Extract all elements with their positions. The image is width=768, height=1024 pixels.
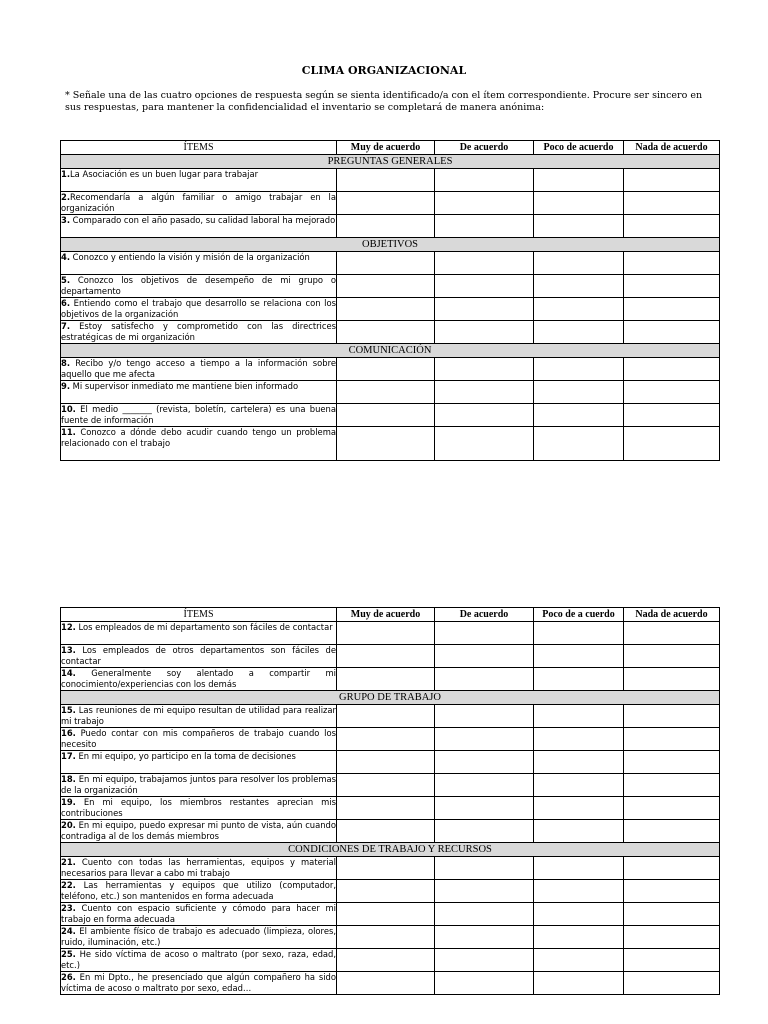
table-row: [61, 169, 720, 192]
answer-cell-nada-de-acuerdo[interactable]: [624, 820, 720, 843]
item-text: Conozco los objetivos de desempeño de mi grupo o departamento: [61, 275, 336, 296]
section-row: [61, 691, 720, 705]
answer-cell-nada-de-acuerdo[interactable]: [624, 622, 720, 645]
table-row: [61, 275, 720, 298]
table-row: [61, 622, 720, 645]
item-text: En mi equipo, yo participo en la toma de decisiones: [75, 751, 296, 761]
item-number: 13.: [61, 645, 76, 655]
answer-cell-muy-de-acuerdo[interactable]: [337, 820, 435, 843]
answer-cell-nada-de-acuerdo[interactable]: [624, 668, 720, 691]
item-text: Conozco y entiendo la visión y misión de la organización: [70, 252, 310, 262]
table-row: [61, 252, 720, 275]
table-row: [61, 381, 720, 404]
answer-cell-de-acuerdo[interactable]: [435, 427, 534, 461]
table-row: [61, 949, 720, 972]
table-row: [61, 668, 720, 691]
item-text: En mi equipo, trabajamos juntos para resolver los problemas de la organización: [61, 774, 336, 795]
answer-cell-poco-de-acuerdo[interactable]: [534, 820, 624, 843]
answer-cell-muy-de-acuerdo[interactable]: [337, 668, 435, 691]
item-number: 3.: [61, 215, 71, 225]
item-question: [61, 797, 337, 820]
answer-cell-poco-de-acuerdo[interactable]: [534, 169, 624, 192]
answer-cell-de-acuerdo[interactable]: [435, 381, 534, 404]
table-row: [61, 774, 720, 797]
item-number: 16.: [61, 728, 76, 738]
item-question: [61, 192, 337, 215]
header-poco-de-acuerdo: Poco de a cuerdo: [534, 608, 624, 622]
header-muy-de-acuerdo: Muy de acuerdo: [337, 608, 435, 622]
item-question: [61, 949, 337, 972]
answer-cell-de-acuerdo[interactable]: [435, 774, 534, 797]
instructions-text: * Señale una de las cuatro opciones de respuesta según se sienta identificado/a con el ítem correspondiente. Procure ser sincero en sus respuestas, para mantener la confidencialidad el inventario se completará de manera anónima:: [65, 90, 703, 113]
item-text: Las herramientas y equipos que utilizo (computador, teléfono, etc.) son mantenidos en forma adecuada: [61, 880, 336, 901]
answer-cell-poco-de-acuerdo[interactable]: [534, 381, 624, 404]
item-question: [61, 668, 337, 691]
section-row: [61, 155, 720, 169]
section-title: OBJETIVOS: [61, 238, 720, 252]
answer-cell-muy-de-acuerdo[interactable]: [337, 857, 435, 880]
answer-cell-de-acuerdo[interactable]: [435, 358, 534, 381]
item-question: [61, 215, 337, 238]
answer-cell-de-acuerdo[interactable]: [435, 321, 534, 344]
answer-cell-poco-de-acuerdo[interactable]: [534, 427, 624, 461]
table-row: [61, 215, 720, 238]
item-question: [61, 298, 337, 321]
answer-cell-nada-de-acuerdo[interactable]: [624, 645, 720, 668]
answer-cell-de-acuerdo[interactable]: [435, 926, 534, 949]
answer-cell-poco-de-acuerdo[interactable]: [534, 192, 624, 215]
answer-cell-nada-de-acuerdo[interactable]: [624, 705, 720, 728]
item-text: Cuento con espacio suficiente y cómodo para hacer mi trabajo en forma adecuada: [61, 903, 336, 924]
answer-cell-de-acuerdo[interactable]: [435, 857, 534, 880]
answer-cell-muy-de-acuerdo[interactable]: [337, 252, 435, 275]
item-number: 8.: [61, 358, 71, 368]
item-question: [61, 275, 337, 298]
item-question: [61, 645, 337, 668]
answer-cell-poco-de-acuerdo[interactable]: [534, 358, 624, 381]
answer-cell-nada-de-acuerdo[interactable]: [624, 215, 720, 238]
answer-cell-nada-de-acuerdo[interactable]: [624, 972, 720, 995]
item-text: Los empleados de mi departamento son fáciles de contactar: [75, 622, 333, 632]
table-row: [61, 751, 720, 774]
answer-cell-muy-de-acuerdo[interactable]: [337, 903, 435, 926]
item-question: [61, 381, 337, 404]
answer-cell-nada-de-acuerdo[interactable]: [624, 751, 720, 774]
header-de-acuerdo: De acuerdo: [435, 141, 534, 155]
answer-cell-poco-de-acuerdo[interactable]: [534, 321, 624, 344]
header-poco-de-acuerdo: Poco de acuerdo: [534, 141, 624, 155]
answer-cell-nada-de-acuerdo[interactable]: [624, 880, 720, 903]
answer-cell-poco-de-acuerdo[interactable]: [534, 215, 624, 238]
answer-cell-nada-de-acuerdo[interactable]: [624, 275, 720, 298]
answer-cell-poco-de-acuerdo[interactable]: [534, 275, 624, 298]
answer-cell-muy-de-acuerdo[interactable]: [337, 321, 435, 344]
item-number: 4.: [61, 252, 71, 262]
header-nada-de-acuerdo: Nada de acuerdo: [624, 141, 720, 155]
item-question: [61, 820, 337, 843]
item-question: [61, 622, 337, 645]
answer-cell-nada-de-acuerdo[interactable]: [624, 358, 720, 381]
answer-cell-poco-de-acuerdo[interactable]: [534, 298, 624, 321]
item-number: 14.: [61, 668, 76, 678]
answer-cell-muy-de-acuerdo[interactable]: [337, 275, 435, 298]
section-title: PREGUNTAS GENERALES: [61, 155, 720, 169]
answer-cell-nada-de-acuerdo[interactable]: [624, 797, 720, 820]
answer-cell-de-acuerdo[interactable]: [435, 903, 534, 926]
table-row: [61, 321, 720, 344]
section-title: COMUNICACIÓN: [61, 344, 720, 358]
answer-cell-poco-de-acuerdo[interactable]: [534, 252, 624, 275]
item-text: Recibo y/o tengo acceso a tiempo a la información sobre aquello que me afecta: [61, 358, 336, 379]
answer-cell-de-acuerdo[interactable]: [435, 797, 534, 820]
answer-cell-de-acuerdo[interactable]: [435, 668, 534, 691]
answer-cell-poco-de-acuerdo[interactable]: [534, 728, 624, 751]
answer-cell-muy-de-acuerdo[interactable]: [337, 797, 435, 820]
answer-cell-poco-de-acuerdo[interactable]: [534, 926, 624, 949]
answer-cell-poco-de-acuerdo[interactable]: [534, 797, 624, 820]
answer-cell-nada-de-acuerdo[interactable]: [624, 404, 720, 427]
item-text: En mi equipo, los miembros restantes aprecian mis contribuciones: [61, 797, 336, 818]
answer-cell-poco-de-acuerdo[interactable]: [534, 404, 624, 427]
item-text: El medio _______ (revista, boletín, cartelera) es una buena fuente de información: [61, 404, 336, 425]
header-muy-de-acuerdo: Muy de acuerdo: [337, 141, 435, 155]
item-question: [61, 169, 337, 192]
item-question: [61, 705, 337, 728]
table-row: [61, 298, 720, 321]
item-number: 1.: [61, 169, 71, 179]
answer-cell-poco-de-acuerdo[interactable]: [534, 705, 624, 728]
item-number: 11.: [61, 427, 76, 437]
table-row: [61, 192, 720, 215]
item-text: Estoy satisfecho y comprometido con las directrices estratégicas de mi organización: [61, 321, 336, 342]
answer-cell-muy-de-acuerdo[interactable]: [337, 949, 435, 972]
item-number: 17.: [61, 751, 76, 761]
item-text: En mi Dpto., he presenciado que algún compañero ha sido víctima de acoso o maltrato por sexo, edad…: [61, 972, 336, 993]
answer-cell-muy-de-acuerdo[interactable]: [337, 774, 435, 797]
item-text: Puedo contar con mis compañeros de trabajo cuando los necesito: [61, 728, 336, 749]
table-row: [61, 728, 720, 751]
item-number: 21.: [61, 857, 76, 867]
item-text: En mi equipo, puedo expresar mi punto de vista, aún cuando contradiga al de los demás miembros: [61, 820, 336, 841]
item-number: 5.: [61, 275, 71, 285]
table-row: [61, 705, 720, 728]
header-de-acuerdo: De acuerdo: [435, 608, 534, 622]
answer-cell-poco-de-acuerdo[interactable]: [534, 903, 624, 926]
answer-cell-muy-de-acuerdo[interactable]: [337, 192, 435, 215]
item-number: 18.: [61, 774, 76, 784]
answer-cell-muy-de-acuerdo[interactable]: [337, 298, 435, 321]
answer-cell-de-acuerdo[interactable]: [435, 972, 534, 995]
section-row: [61, 344, 720, 358]
table-row: [61, 645, 720, 668]
answer-cell-de-acuerdo[interactable]: [435, 215, 534, 238]
item-text: Entiendo como el trabajo que desarrollo se relaciona con los objetivos de la organización: [61, 298, 336, 319]
item-question: [61, 252, 337, 275]
item-question: [61, 774, 337, 797]
answer-cell-poco-de-acuerdo[interactable]: [534, 645, 624, 668]
item-text: Comparado con el año pasado, su calidad laboral ha mejorado: [70, 215, 336, 225]
answer-cell-muy-de-acuerdo[interactable]: [337, 728, 435, 751]
item-text: Cuento con todas las herramientas, equipos y material necesarios para llevar a cabo mi trabajo: [61, 857, 336, 878]
item-number: 6.: [61, 298, 71, 308]
answer-cell-de-acuerdo[interactable]: [435, 880, 534, 903]
answer-cell-muy-de-acuerdo[interactable]: [337, 169, 435, 192]
answer-cell-muy-de-acuerdo[interactable]: [337, 381, 435, 404]
answer-cell-muy-de-acuerdo[interactable]: [337, 215, 435, 238]
answer-cell-muy-de-acuerdo[interactable]: [337, 926, 435, 949]
answer-cell-de-acuerdo[interactable]: [435, 949, 534, 972]
item-number: 19.: [61, 797, 76, 807]
item-number: 10.: [61, 404, 76, 414]
item-question: [61, 358, 337, 381]
table-row: [61, 797, 720, 820]
item-question: [61, 751, 337, 774]
item-question: [61, 972, 337, 995]
item-number: 12.: [61, 622, 76, 632]
answer-cell-nada-de-acuerdo[interactable]: [624, 926, 720, 949]
answer-cell-de-acuerdo[interactable]: [435, 192, 534, 215]
table-row: [61, 857, 720, 880]
answer-cell-nada-de-acuerdo[interactable]: [624, 774, 720, 797]
answer-cell-nada-de-acuerdo[interactable]: [624, 427, 720, 461]
answer-cell-de-acuerdo[interactable]: [435, 252, 534, 275]
answer-cell-poco-de-acuerdo[interactable]: [534, 949, 624, 972]
answer-cell-de-acuerdo[interactable]: [435, 298, 534, 321]
answer-cell-muy-de-acuerdo[interactable]: [337, 880, 435, 903]
answer-cell-poco-de-acuerdo[interactable]: [534, 622, 624, 645]
answer-cell-de-acuerdo[interactable]: [435, 275, 534, 298]
item-number: 25.: [61, 949, 76, 959]
answer-cell-muy-de-acuerdo[interactable]: [337, 622, 435, 645]
survey-table-1: [60, 140, 720, 461]
answer-cell-muy-de-acuerdo[interactable]: [337, 427, 435, 461]
answer-cell-muy-de-acuerdo[interactable]: [337, 751, 435, 774]
answer-cell-poco-de-acuerdo[interactable]: [534, 972, 624, 995]
answer-cell-muy-de-acuerdo[interactable]: [337, 358, 435, 381]
answer-cell-nada-de-acuerdo[interactable]: [624, 381, 720, 404]
item-text: Las reuniones de mi equipo resultan de utilidad para realizar mi trabajo: [61, 705, 336, 726]
item-question: [61, 926, 337, 949]
item-question: [61, 404, 337, 427]
table-row: [61, 427, 720, 461]
table-row: [61, 926, 720, 949]
table-row: [61, 404, 720, 427]
section-row: [61, 238, 720, 252]
item-text: He sido víctima de acoso o maltrato (por sexo, raza, edad, etc.): [61, 949, 336, 970]
answer-cell-de-acuerdo[interactable]: [435, 728, 534, 751]
answer-cell-de-acuerdo[interactable]: [435, 169, 534, 192]
table-row: [61, 972, 720, 995]
answer-cell-de-acuerdo[interactable]: [435, 404, 534, 427]
answer-cell-poco-de-acuerdo[interactable]: [534, 857, 624, 880]
item-text: El ambiente físico de trabajo es adecuado (limpieza, olores, ruido, iluminación, etc.): [61, 926, 336, 947]
item-number: 23.: [61, 903, 76, 913]
item-question: [61, 857, 337, 880]
section-title: CONDICIONES DE TRABAJO Y RECURSOS: [61, 843, 720, 857]
answer-cell-de-acuerdo[interactable]: [435, 622, 534, 645]
item-number: 15.: [61, 705, 76, 715]
answer-cell-nada-de-acuerdo[interactable]: [624, 169, 720, 192]
answer-cell-nada-de-acuerdo[interactable]: [624, 252, 720, 275]
answer-cell-poco-de-acuerdo[interactable]: [534, 880, 624, 903]
item-number: 9.: [61, 381, 71, 391]
item-question: [61, 321, 337, 344]
item-text: La Asociación es un buen lugar para trabajar: [70, 169, 259, 179]
item-question: [61, 427, 337, 461]
item-text: Recomendaría a algún familiar o amigo trabajar en la organización: [61, 192, 336, 213]
answer-cell-de-acuerdo[interactable]: [435, 820, 534, 843]
answer-cell-muy-de-acuerdo[interactable]: [337, 645, 435, 668]
item-text: Mi supervisor inmediato me mantiene bien informado: [70, 381, 299, 391]
item-number: 22.: [61, 880, 76, 890]
answer-cell-de-acuerdo[interactable]: [435, 705, 534, 728]
item-question: [61, 880, 337, 903]
header-items: ÍTEMS: [61, 608, 337, 622]
item-number: 7.: [61, 321, 71, 331]
answer-cell-poco-de-acuerdo[interactable]: [534, 774, 624, 797]
item-text: Conozco a dónde debo acudir cuando tengo un problema relacionado con el trabajo: [61, 427, 336, 448]
item-number: 2.: [61, 192, 71, 202]
answer-cell-de-acuerdo[interactable]: [435, 751, 534, 774]
answer-cell-nada-de-acuerdo[interactable]: [624, 857, 720, 880]
table-row: [61, 880, 720, 903]
item-text: Generalmente soy alentado a compartir mi conocimiento/experiencias con los demás: [61, 668, 336, 689]
table-row: [61, 820, 720, 843]
answer-cell-muy-de-acuerdo[interactable]: [337, 705, 435, 728]
answer-cell-de-acuerdo[interactable]: [435, 645, 534, 668]
answer-cell-nada-de-acuerdo[interactable]: [624, 192, 720, 215]
table-header-row: [61, 608, 720, 622]
item-number: 20.: [61, 820, 76, 830]
document-title: CLIMA ORGANIZACIONAL: [301, 64, 467, 77]
answer-cell-nada-de-acuerdo[interactable]: [624, 949, 720, 972]
answer-cell-nada-de-acuerdo[interactable]: [624, 728, 720, 751]
survey-table-2: [60, 607, 720, 995]
answer-cell-nada-de-acuerdo[interactable]: [624, 321, 720, 344]
item-number: 24.: [61, 926, 76, 936]
answer-cell-nada-de-acuerdo[interactable]: [624, 298, 720, 321]
item-question: [61, 903, 337, 926]
item-text: Los empleados de otros departamentos son fáciles de contactar: [61, 645, 336, 666]
answer-cell-poco-de-acuerdo[interactable]: [534, 751, 624, 774]
table-header-row: [61, 141, 720, 155]
answer-cell-poco-de-acuerdo[interactable]: [534, 668, 624, 691]
answer-cell-muy-de-acuerdo[interactable]: [337, 972, 435, 995]
header-items: ÍTEMS: [61, 141, 337, 155]
table-row: [61, 903, 720, 926]
item-number: 26.: [61, 972, 76, 982]
table-row: [61, 358, 720, 381]
section-title: GRUPO DE TRABAJO: [61, 691, 720, 705]
item-question: [61, 728, 337, 751]
section-row: [61, 843, 720, 857]
header-nada-de-acuerdo: Nada de acuerdo: [624, 608, 720, 622]
answer-cell-muy-de-acuerdo[interactable]: [337, 404, 435, 427]
answer-cell-nada-de-acuerdo[interactable]: [624, 903, 720, 926]
